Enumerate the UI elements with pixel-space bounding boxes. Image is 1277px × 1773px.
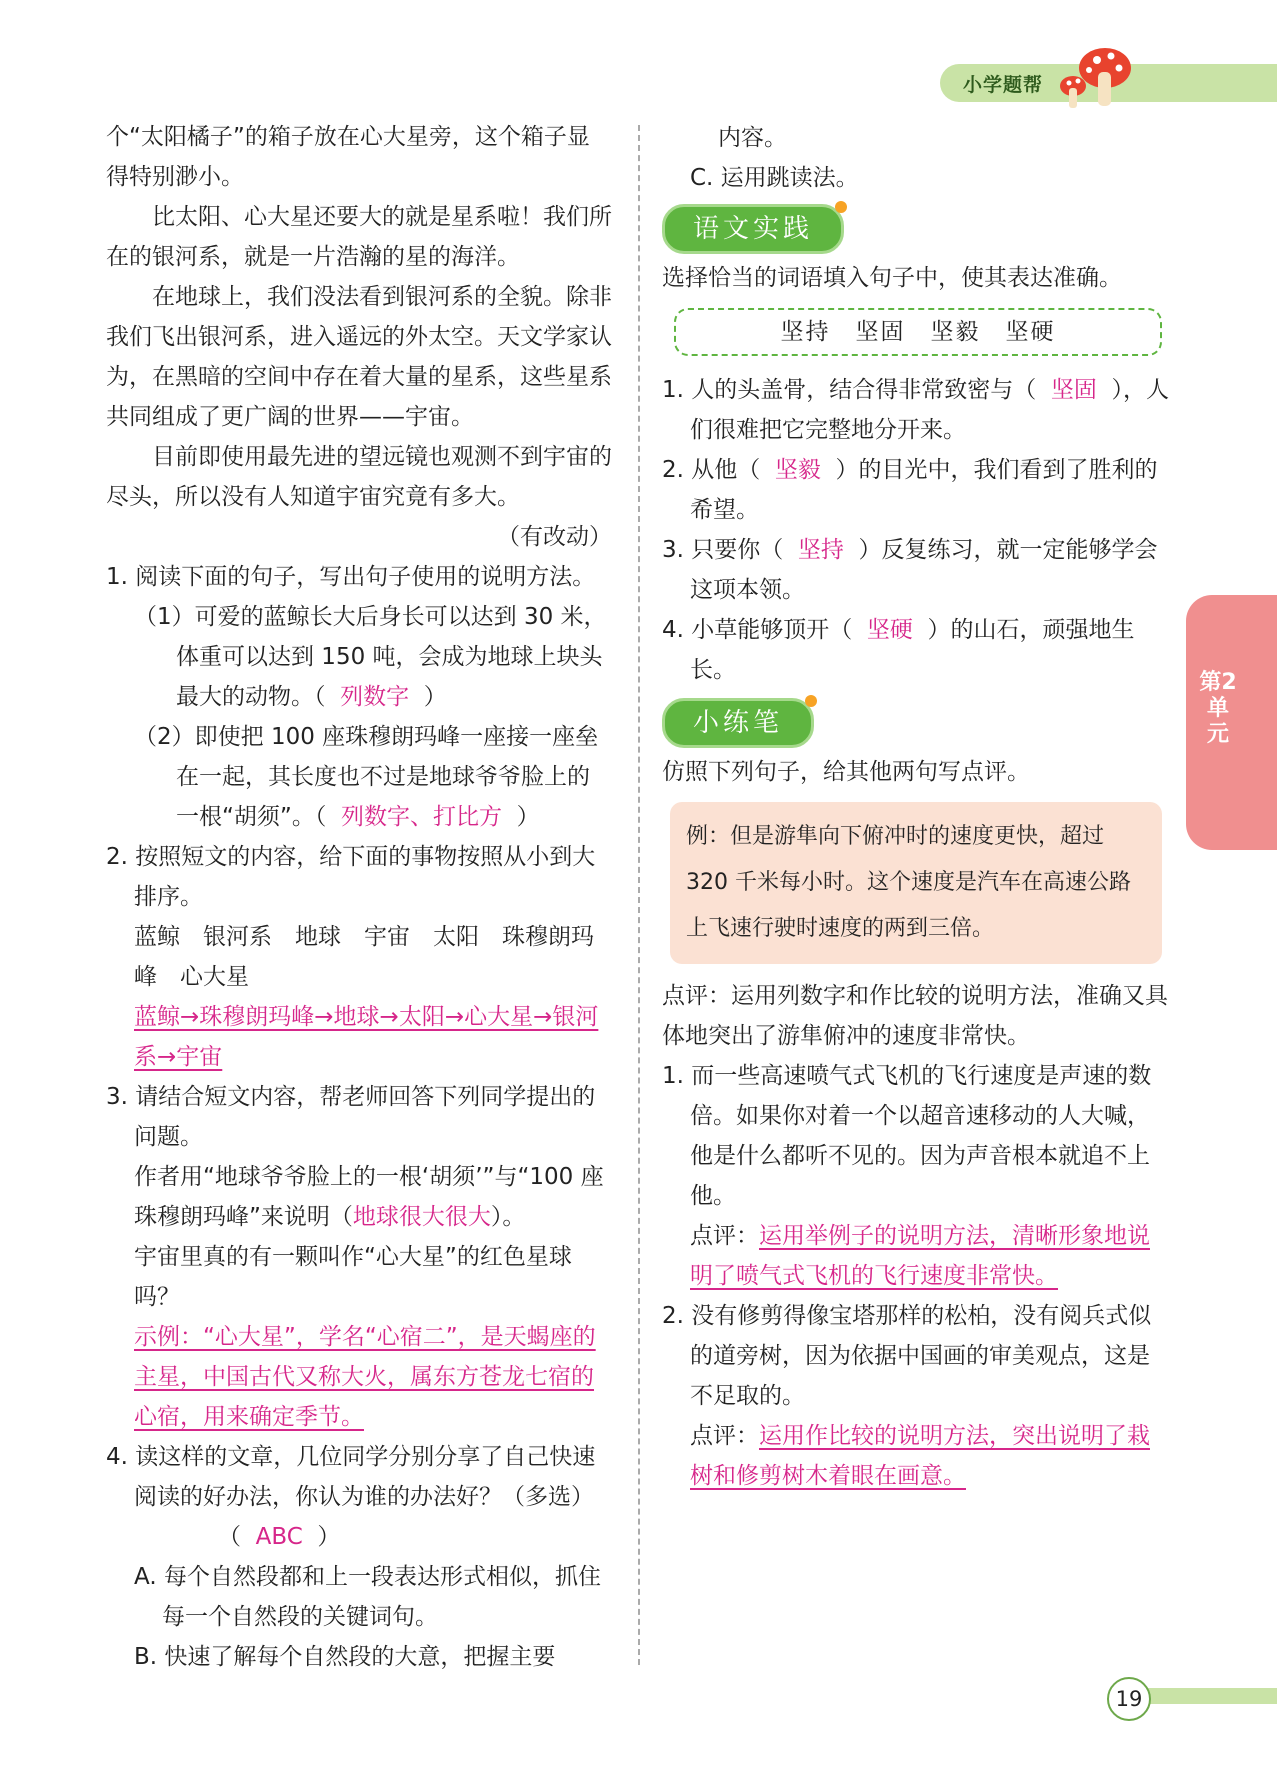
example-box: 例：但是游隼向下俯冲时的速度更快，超过 320 千米每小时。这个速度是汽车在高速公路上飞速行驶时速度的两到三倍。 — [670, 802, 1162, 964]
question-2-items: 蓝鲸 银河系 地球 宇宙 太阳 珠穆朗玛峰 心大星 — [134, 924, 594, 990]
q1-s1-answer: 列数字 — [340, 684, 410, 710]
item-4-rest: ）的山石，顽强地生长。 — [690, 617, 1135, 683]
footer-band — [1140, 1688, 1277, 1704]
q4-bracket-open: （ — [218, 1524, 241, 1550]
header-title: 小学题帮 — [963, 74, 1044, 96]
writing-item-2-comment — [662, 1416, 1172, 1496]
q1-s1-text: （1）可爱的蓝鲸长大后身长可以达到 30 米，体重可以达到 150 吨，会成为地球上块头最大的动物。（ — [134, 604, 607, 710]
item-3-rest: ）反复练习，就一定能够学会这项本领。 — [690, 537, 1158, 603]
q1-s2-answer: 列数字、打比方 — [340, 804, 502, 830]
item-3-answer: 坚持 — [797, 537, 844, 563]
practice-item-2 — [662, 450, 1172, 530]
q4-stem-text: 4. 读这样的文章，几位同学分别分享了自己快速阅读的好办法，你认为谁的办法好？（多选） — [106, 1444, 596, 1510]
q4-option-c: C. 运用跳读法。 — [690, 165, 859, 191]
passage-para-1: 个“太阳橘子”的箱子放在心大星旁，这个箱子显得特别渺小。 — [106, 124, 590, 190]
practice-instruction: 选择恰当的词语填入句子中，使其表达准确。 — [662, 265, 1122, 291]
comment-1-label: 点评： — [690, 1223, 759, 1249]
writing-item-1: 1. 而一些高速喷气式飞机的飞行速度是声速的数倍。如果你对着一个以超音速移动的人大喊，他是什么都听不见的。因为声音根本就追不上他。 — [662, 1063, 1152, 1209]
source-note: （有改动） — [497, 524, 612, 550]
column-divider — [638, 125, 640, 1665]
q4-bracket-close: ） — [317, 1524, 341, 1550]
question-1-stem: 1. 阅读下面的句子，写出句子使用的说明方法。 — [106, 564, 596, 590]
writing-instruction: 仿照下列句子，给其他两句写点评。 — [662, 759, 1030, 785]
question-3-sub-1 — [106, 1157, 612, 1237]
example-comment: 点评：运用列数字和作比较的说明方法，准确又具体地突出了游隼俯冲的速度非常快。 — [662, 983, 1168, 1049]
question-1-sub-2 — [106, 717, 612, 837]
q3-sub1-end: ）。 — [490, 1204, 526, 1230]
comment-2-label: 点评： — [690, 1423, 759, 1449]
item-1-text: 1. 人的头盖骨，结合得非常致密与（ — [662, 377, 1037, 403]
q4-option-a: A. 每个自然段都和上一段表达形式相似，抓住每一个自然段的关键词句。 — [134, 1564, 601, 1630]
comment-2-answer: 运用作比较的说明方法，突出说明了栽树和修剪树木着眼在画意。 — [690, 1423, 1150, 1489]
q3-sub1-answer: 地球很大很大 — [352, 1204, 491, 1230]
q1-s2-close: ） — [516, 804, 540, 830]
section-yuwen-shijian: 语文实践 — [662, 204, 844, 254]
passage-para-4: 目前即使用最先进的望远镜也观测不到宇宙的尽头，所以没有人知道宇宙究竟有多大。 — [106, 444, 612, 510]
writing-item-1-comment — [662, 1216, 1172, 1296]
writing-item-2: 2. 没有修剪得像宝塔那样的松柏，没有阅兵式似的道旁树，因为依据中国画的审美观点，这是不足取的。 — [662, 1303, 1152, 1409]
item-3-text: 3. 只要你（ — [662, 537, 784, 563]
question-3-answer: 示例：“心大星”，学名“心宿二”，是天蝎座的主星，中国古代又称大火，属东方苍龙七宿的心宿，用来确定季节。 — [134, 1324, 596, 1430]
item-2-answer: 坚毅 — [774, 457, 821, 483]
question-4-stem — [106, 1437, 612, 1557]
q1-s2-text: （2）即使把 100 座珠穆朗玛峰一座接一座垒在一起，其长度也不过是地球爷爷脸上的一根“胡须”。（ — [134, 724, 599, 830]
q4-option-b: B. 快速了解每个自然段的大意，把握主要 — [134, 1644, 556, 1670]
item-2-rest: ）的目光中，我们看到了胜利的希望。 — [690, 457, 1158, 523]
q4-answer: ABC — [255, 1524, 303, 1550]
right-column — [662, 118, 1172, 1496]
page-number: 19 — [1107, 1677, 1151, 1721]
left-column — [106, 117, 612, 1677]
unit-label: 第2单元 — [1199, 670, 1237, 747]
q3-sub1-text: 作者用“地球爷爷脸上的一根‘胡须’”与“100 座珠穆朗玛峰”来说明（ — [134, 1164, 604, 1230]
mushroom-icon — [1055, 42, 1135, 114]
passage-para-2: 比太阳、心大星还要大的就是星系啦！我们所在的银河系，就是一片浩瀚的星的海洋。 — [106, 204, 612, 270]
question-1-sub-1 — [106, 597, 612, 717]
q4-option-b-continued: 内容。 — [718, 125, 787, 151]
item-1-answer: 坚固 — [1050, 377, 1097, 403]
practice-item-4 — [662, 610, 1172, 690]
comment-1-answer: 运用举例子的说明方法，清晰形象地说明了喷气式飞机的飞行速度非常快。 — [690, 1223, 1150, 1289]
q1-s1-close: ） — [423, 684, 447, 710]
item-1-rest: ），人们很难把它完整地分开来。 — [690, 377, 1170, 443]
item-4-text: 4. 小草能够顶开（ — [662, 617, 853, 643]
passage-para-3: 在地球上，我们没法看到银河系的全貌。除非我们飞出银河系，进入遥远的外太空。天文学家认为，在黑暗的空间中存在着大量的星系，这些星系共同组成了更广阔的世界——宇宙。 — [106, 284, 612, 430]
question-2-answer: 蓝鲸→珠穆朗玛峰→地球→太阳→心大星→银河系→宇宙 — [134, 1004, 599, 1070]
item-2-text: 2. 从他（ — [662, 457, 761, 483]
question-3-sub-2: 宇宙里真的有一颗叫作“心大星”的红色星球吗？ — [134, 1244, 572, 1310]
practice-item-3 — [662, 530, 1172, 610]
section-xiao-lianbi: 小练笔 — [662, 698, 814, 748]
practice-item-1 — [662, 370, 1172, 450]
question-2-stem: 2. 按照短文的内容，给下面的事物按照从小到大排序。 — [106, 844, 596, 910]
item-4-answer: 坚硬 — [866, 617, 913, 643]
question-3-stem: 3. 请结合短文内容，帮老师回答下列同学提出的问题。 — [106, 1084, 596, 1150]
word-bank: 坚持 坚固 坚毅 坚硬 — [674, 308, 1162, 356]
